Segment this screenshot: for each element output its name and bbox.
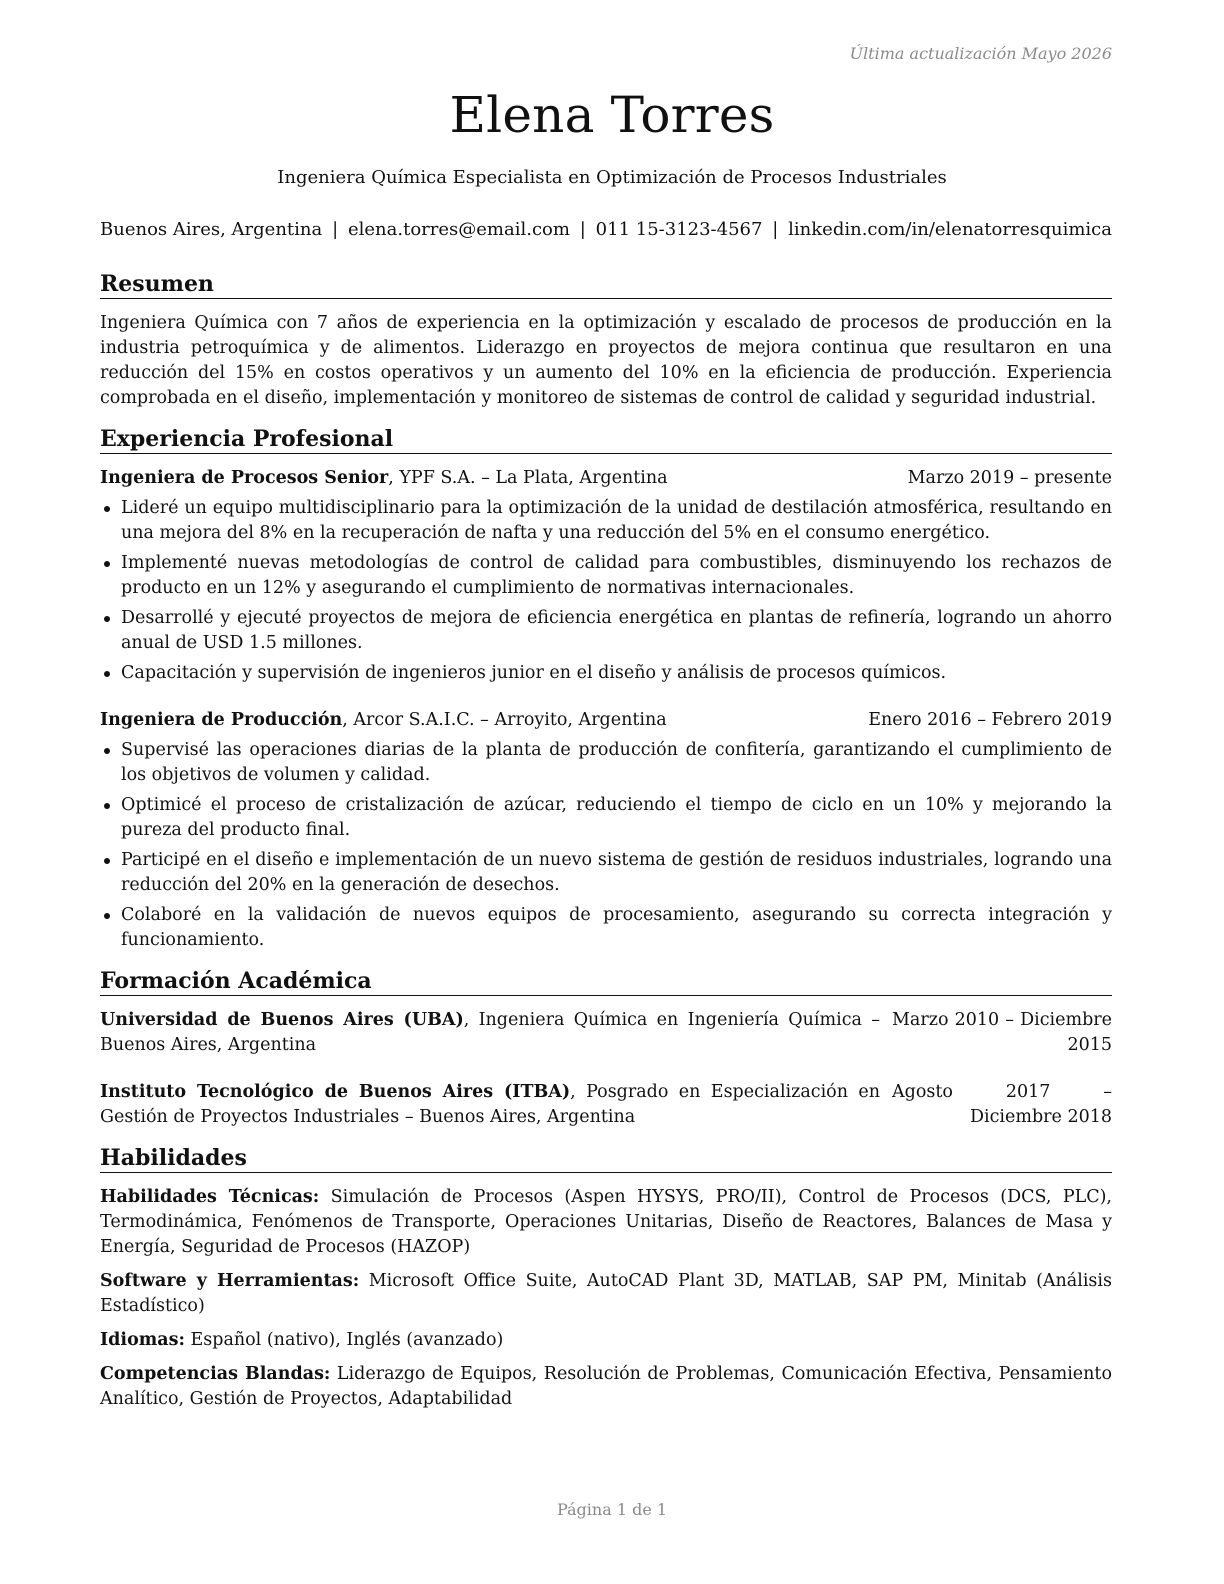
job-bullet: Colaboré en la validación de nuevos equipos de procesamiento, asegurando su correcta integración y funcionamiento. (100, 903, 1112, 953)
contact-linkedin[interactable]: linkedin.com/in/elenatorresquimica (788, 219, 1112, 240)
contact-email[interactable]: elena.torres@email.com (347, 219, 570, 240)
last-updated: Última actualización Mayo 2026 (849, 44, 1112, 63)
education-detail: , Ingeniera Química en Ingeniería Química – Buenos Aires, Argentina (100, 1010, 880, 1055)
summary-text: Ingeniera Química con 7 años de experiencia en la optimización y escalado de procesos de producción en la industria petroquímica y de alimentos. Liderazgo en proyectos de mejora continua que resultaron en una reducción del 15% en costos operativos y un aumento del 10% en la eficiencia de producción. Experiencia comprobada en el diseño, implementación y monitoreo de sistemas de control de calidad y seguridad industrial. (100, 313, 1112, 408)
job-entry (100, 466, 1112, 686)
skill-text: Microsoft Office Suite, AutoCAD Plant 3D, MATLAB, SAP PM, Minitab (Análisis Estadístico) (100, 1271, 1112, 1316)
section-title-skills: Habilidades (100, 1144, 1112, 1173)
job-bullets (100, 496, 1112, 686)
section-title-education: Formación Académica (100, 967, 1112, 996)
section-title-summary: Resumen (100, 270, 1112, 299)
contact-phone[interactable]: 011 15-3123-4567 (595, 219, 763, 240)
job-bullet: Implementé nuevas metodologías de control de calidad para combustibles, disminuyendo los rechazos de producto en un 12% y asegurando el cumplimiento de normativas internacionales. (100, 551, 1112, 601)
job-bullet: Participé en el diseño e implementación de un nuevo sistema de gestión de residuos industriales, logrando una reducción del 20% en la generación de desechos. (100, 848, 1112, 898)
job-dates: Enero 2016 – Febrero 2019 (868, 710, 1112, 730)
skill-text: Simulación de Procesos (Aspen HYSYS, PRO/II), Control de Procesos (DCS, PLC), Termodinámica, Fenómenos de Transporte, Operaciones Unitarias, Diseño de Reactores, Balances de Masa y Energía, Seguridad de Procesos (HAZOP) (100, 1187, 1112, 1257)
skill-label: Software y Herramientas: (100, 1271, 360, 1291)
skill-label: Habilidades Técnicas: (100, 1187, 320, 1207)
education-description (100, 1008, 880, 1058)
job-role: Ingeniera de Procesos Senior (100, 468, 389, 488)
education-dates: Agosto 2017 – Diciembre 2018 (892, 1082, 1112, 1127)
skill-label: Idiomas: (100, 1330, 185, 1350)
contact-location: Buenos Aires, Argentina (100, 219, 323, 240)
job-bullets (100, 738, 1112, 953)
contact-separator: | (579, 219, 586, 240)
job-header (100, 708, 1112, 733)
skill-line (100, 1362, 1112, 1412)
job-bullet: Optimicé el proceso de cristalización de azúcar, reduciendo el tiempo de ciclo en un 10% y mejorando la pureza del producto final. (100, 793, 1112, 843)
contact-bar (100, 219, 1112, 240)
job-header (100, 466, 1112, 491)
skill-text: Liderazgo de Equipos, Resolución de Problemas, Comunicación Efectiva, Pensamiento Analítico, Gestión de Proyectos, Adaptabilidad (100, 1364, 1112, 1409)
education-institution: Instituto Tecnológico de Buenos Aires (ITBA) (100, 1082, 571, 1102)
contact-separator: | (332, 219, 339, 240)
section-title-experience: Experiencia Profesional (100, 425, 1112, 454)
candidate-name: Elena Torres (449, 86, 775, 144)
skill-line (100, 1328, 1112, 1353)
job-bullet: Lideré un equipo multidisciplinario para la optimización de la unidad de destilación atmosférica, resultando en una mejora del 8% en la recuperación de nafta y una reducción del 5% en el consumo energético. (100, 496, 1112, 546)
job-entry (100, 708, 1112, 953)
job-org: , YPF S.A. – La Plata, Argentina (388, 468, 668, 488)
job-bullet: Supervisé las operaciones diarias de la planta de producción de confitería, garantizando el cumplimiento de los objetivos de volumen y calidad. (100, 738, 1112, 788)
education-institution: Universidad de Buenos Aires (UBA) (100, 1010, 464, 1030)
skill-text: Español (nativo), Inglés (avanzado) (184, 1330, 504, 1350)
job-dates: Marzo 2019 – presente (907, 468, 1112, 488)
job-bullet: Desarrollé y ejecuté proyectos de mejora de eficiencia energética en plantas de refinería, logrando un ahorro anual de USD 1.5 millones. (100, 606, 1112, 656)
education-detail: , Posgrado en Especialización en Gestión de Proyectos Industriales – Buenos Aires, Argentina (100, 1082, 880, 1127)
job-org: , Arcor S.A.I.C. – Arroyito, Argentina (342, 710, 667, 730)
education-entry (100, 1080, 1112, 1130)
job-role: Ingeniera de Producción (100, 710, 343, 730)
page-number: Página 1 de 1 (556, 1500, 668, 1519)
skill-label: Competencias Blandas: (100, 1364, 331, 1384)
education-entry (100, 1008, 1112, 1058)
education-description (100, 1080, 880, 1130)
contact-separator: | (772, 219, 779, 240)
job-title-line (100, 466, 668, 491)
headline: Ingeniera Química Especialista en Optimización de Procesos Industriales (277, 167, 947, 188)
resume-content (100, 270, 1112, 1421)
skill-line (100, 1269, 1112, 1319)
job-bullet: Capacitación y supervisión de ingenieros junior en el diseño y análisis de procesos químicos. (100, 661, 1112, 686)
skill-line (100, 1185, 1112, 1260)
job-title-line (100, 708, 667, 733)
education-dates: Marzo 2010 – Diciembre 2015 (892, 1010, 1112, 1055)
